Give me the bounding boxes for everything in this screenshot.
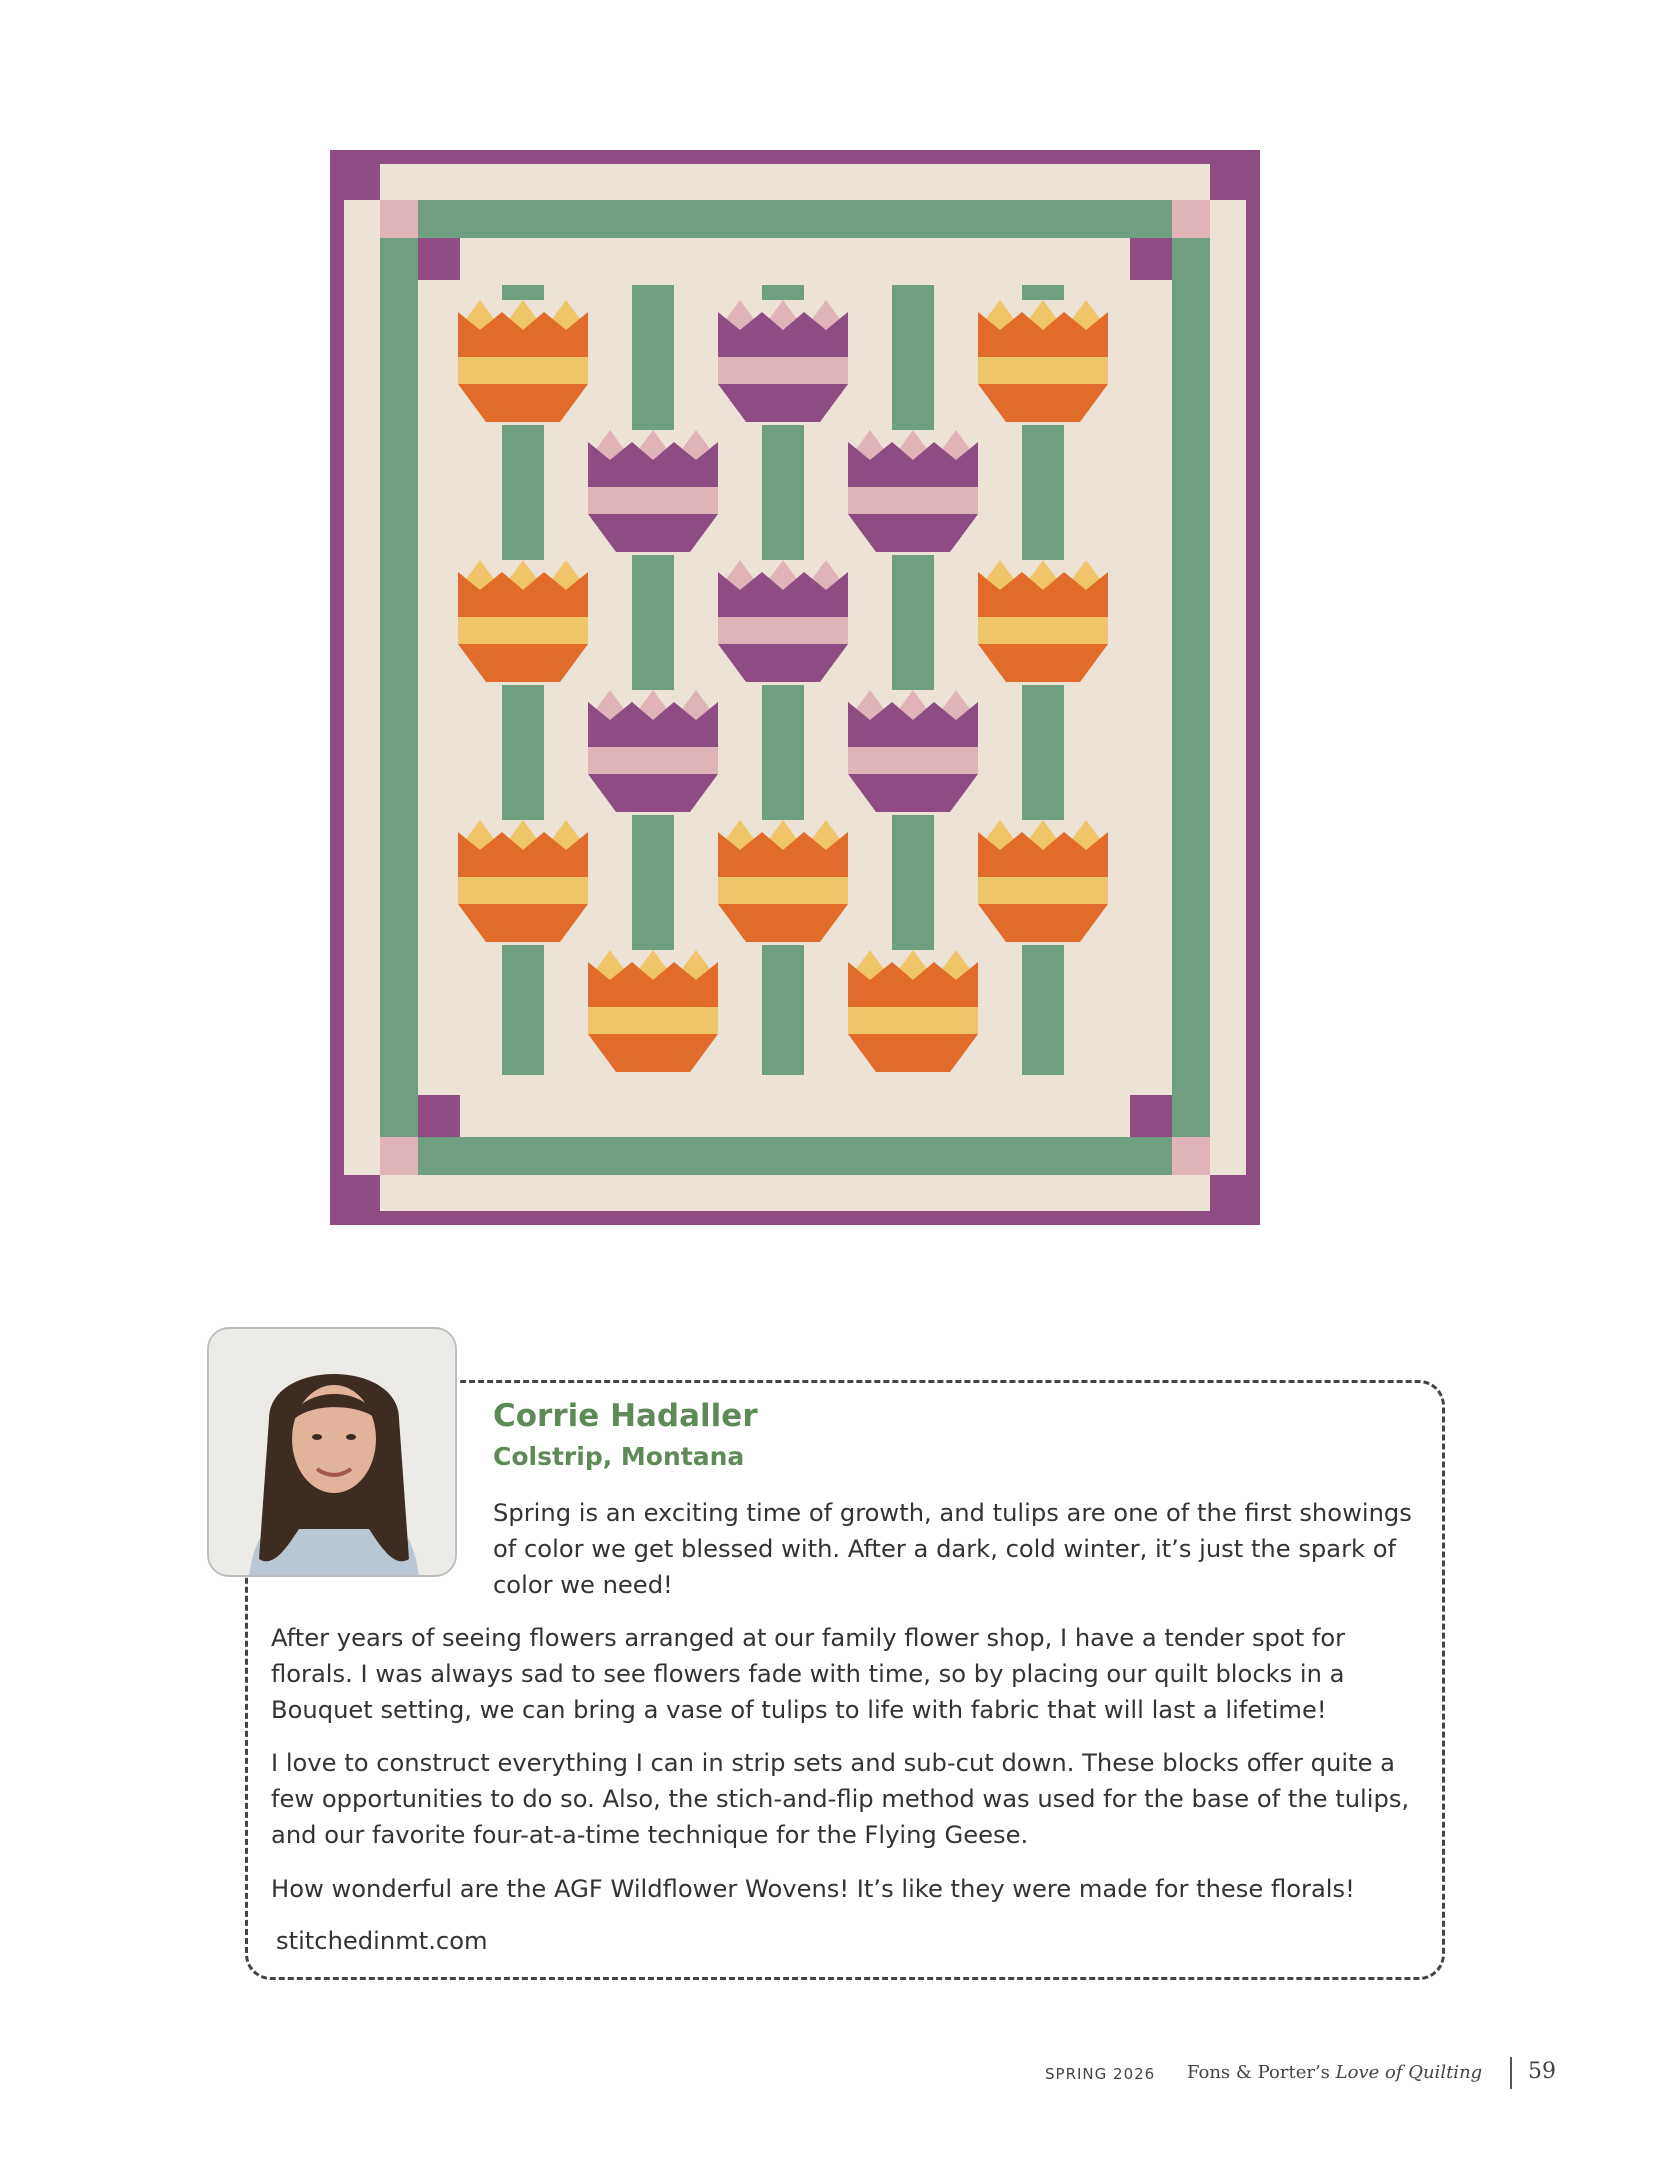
story-paragraph-flower-shop: After years of seeing flowers arranged at our family flower shop, I have a tender spot for florals. I was always sad to see flowers fade with time, so by placing our quilt blocks in a Bouquet setting, we can bring a vase of tulips to life with fabric that will last a lifetime! <box>271 1624 1346 1724</box>
tulip-stripe-top <box>848 980 978 1007</box>
quilt-green-border-top <box>380 200 1210 238</box>
quilt-photo <box>330 150 1260 1225</box>
quilt-corner-square <box>332 152 380 200</box>
tulip-stripe-middle <box>718 617 848 644</box>
tulip-stripe-middle <box>458 357 588 384</box>
tulip-stripe-middle <box>848 1007 978 1034</box>
tulip-stripe-middle <box>458 617 588 644</box>
tulip-stripe-middle <box>588 1007 718 1034</box>
quilt-pink-cornerstone <box>380 1137 418 1175</box>
tulip-stripe-top <box>718 330 848 357</box>
tulip-stripe-top <box>458 590 588 617</box>
tulip-stripe-top <box>978 590 1108 617</box>
story-paragraph-fabric: How wonderful are the AGF Wildflower Wovens! It’s like they were made for these florals! <box>271 1875 1355 1903</box>
tulip-stripe-top <box>718 590 848 617</box>
page-number: 59 <box>1528 2059 1556 2084</box>
quilt-pink-cornerstone <box>1172 1137 1210 1175</box>
quilt-pink-cornerstone <box>1172 200 1210 238</box>
tulip-stripe-top <box>718 850 848 877</box>
quilt-corner-square <box>1210 152 1258 200</box>
tulip-stripe-top <box>978 850 1108 877</box>
tulip-quilt-image <box>330 150 1260 1225</box>
tulip-stripe-middle <box>588 487 718 514</box>
tulip-stripe-middle <box>588 747 718 774</box>
quilt-pink-cornerstone <box>380 200 418 238</box>
designer-photo <box>209 1329 457 1577</box>
tulip-stripe-top <box>848 720 978 747</box>
designer-website-link[interactable]: stitchedinmt.com <box>276 1927 488 1955</box>
tulip-stripe-top <box>588 460 718 487</box>
quilt-corner-square <box>1210 1175 1258 1223</box>
tulip-stripe-top <box>978 330 1108 357</box>
tulip-stripe-middle <box>978 617 1108 644</box>
tulip-stripe-middle <box>848 487 978 514</box>
designer-portrait <box>207 1327 457 1577</box>
quilt-green-border-left <box>380 200 418 1175</box>
tulip-stripe-top <box>588 720 718 747</box>
designer-location: Colstrip, Montana <box>493 1442 745 1471</box>
quilt-inner-corner <box>418 1095 460 1137</box>
footer-magazine-italic: Love of Quilting <box>1335 2062 1483 2083</box>
footer-magazine-prefix: Fons & Porter’s <box>1187 2062 1330 2083</box>
footer-magazine-title <box>1187 2062 1482 2083</box>
tulip-stripe-middle <box>458 877 588 904</box>
tulip-stripe-middle <box>978 357 1108 384</box>
tulip-stripe-top <box>458 850 588 877</box>
tulip-stripe-top <box>588 980 718 1007</box>
designer-name: Corrie Hadaller <box>493 1398 758 1434</box>
quilt-inner-corner <box>1130 238 1172 280</box>
tulip-stripe-middle <box>848 747 978 774</box>
quilt-green-border-bottom <box>380 1137 1210 1175</box>
tulip-stripe-top <box>458 330 588 357</box>
quilt-inner-corner <box>418 238 460 280</box>
quilt-green-border-right <box>1172 200 1210 1175</box>
page-footer <box>1000 2055 1565 2095</box>
tulip-stripe-middle <box>978 877 1108 904</box>
tulip-stripe-middle <box>718 877 848 904</box>
tulip-stripe-middle <box>718 357 848 384</box>
story-paragraph-technique: I love to construct everything I can in strip sets and sub-cut down. These blocks offer quite a few opportunities to do so. Also, the stich-and-flip method was used for the base of the tulips, and our favorite four-at-a-time technique for the Flying Geese. <box>271 1749 1410 1849</box>
quilt-inner-corner <box>1130 1095 1172 1137</box>
footer-divider <box>1510 2057 1512 2089</box>
footer-issue: SPRING 2026 <box>1045 2065 1156 2083</box>
story-paragraph-intro: Spring is an exciting time of growth, and tulips are one of the first showings of color we get blessed with. After a dark, cold winter, it’s just the spark of color we need! <box>493 1499 1412 1599</box>
quilt-corner-square <box>332 1175 380 1223</box>
tulip-stripe-top <box>848 460 978 487</box>
